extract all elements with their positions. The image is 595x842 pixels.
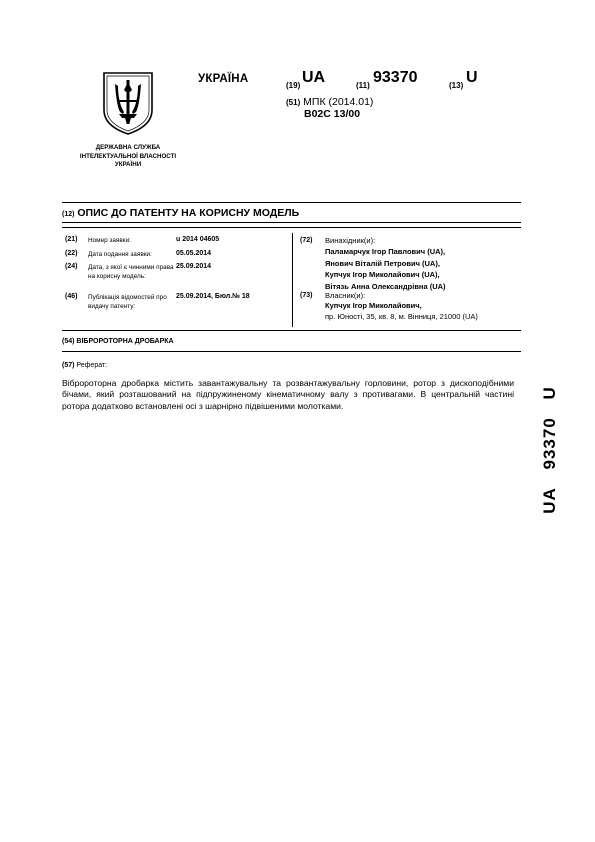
- inventor-name: Купчук Ігор Миколайович (UA),: [325, 270, 440, 279]
- field-72-code: (72): [300, 237, 313, 244]
- field-46-code: (46): [65, 293, 78, 300]
- country-code: UA: [302, 69, 326, 86]
- inventor-name: Паламарчук Ігор Павлович (UA),: [325, 247, 446, 256]
- inventor-name: Вітязь Анна Олександрівна (UA): [325, 281, 446, 291]
- country-name: УКРАЇНА: [198, 73, 249, 85]
- divider-doctype: [62, 222, 521, 223]
- inventors-label: Винахідник(и):: [325, 236, 376, 245]
- ipc-class: B02C 13/00: [304, 108, 361, 120]
- code-19: (19): [286, 81, 301, 90]
- document-type: (12) ОПИС ДО ПАТЕНТУ НА КОРИСНУ МОДЕЛЬ: [62, 207, 300, 219]
- field-21-value: u 2014 04605: [176, 236, 220, 243]
- side-number: 93370: [540, 417, 559, 470]
- divider-biblio: [62, 330, 521, 331]
- field-24-label: Дата, з якої є чинними права на корисну модель:: [88, 264, 174, 280]
- owner-label: Власник(и):: [325, 291, 366, 300]
- owner-name: Купчук Ігор Миколайович,: [325, 301, 422, 310]
- agency-name: ДЕРЖАВНА СЛУЖБА ІНТЕЛЕКТУАЛЬНОЇ ВЛАСНОСТІ УКРАЇНИ: [79, 144, 177, 168]
- biblio-column-divider: [292, 233, 293, 327]
- kind-code: U: [466, 69, 478, 86]
- patent-number: 93370: [373, 69, 418, 86]
- ipc-version: МПК (2014.01): [303, 96, 374, 108]
- field-21-label: Номер заявки:: [88, 237, 131, 244]
- field-22-code: (22): [65, 250, 78, 257]
- utility-model-title: (54) ВІБРОРОТОРНА ДРОБАРКА: [62, 338, 174, 345]
- field-73-code: (73): [300, 292, 313, 299]
- field-22-label: Дата подання заявки:: [88, 251, 152, 258]
- inventor-name: Янович Віталій Петрович (UA),: [325, 258, 440, 268]
- side-country: UA: [540, 487, 559, 514]
- side-patent-mark: [520, 380, 580, 520]
- field-21-code: (21): [65, 236, 78, 243]
- field-24-value: 25.09.2014: [176, 263, 212, 270]
- field-46-label: Публікація відомостей про видачу патенту:: [88, 294, 167, 310]
- inventors-list: [325, 246, 446, 292]
- side-kind: U: [540, 386, 559, 400]
- divider-doctype-2: [62, 227, 521, 228]
- abstract-heading: (57) Реферат:: [62, 362, 108, 369]
- field-24-code: (24): [65, 263, 78, 270]
- divider-top: [62, 202, 521, 203]
- divider-title: [62, 351, 521, 352]
- coat-of-arms-emblem: [100, 70, 156, 136]
- owner-address: пр. Юності, 35, кв. 8, м. Вінниця, 21000 (UA): [325, 312, 478, 321]
- code-13: (13): [449, 81, 464, 90]
- code-11: (11): [356, 81, 370, 90]
- field-46-value: 25.09.2014, Бюл.№ 18: [176, 293, 250, 300]
- field-22-value: 05.05.2014: [176, 250, 212, 257]
- ipc-line: (51) МПК (2014.01): [286, 96, 374, 108]
- abstract-text: Вібророторна дробарка містить завантажувальну та розвантажувальну горловини, ротор з дископодібними бічами, який розташований на підпружиненому кінематичному валу з противагами. В центральній частині ротора додатково встановлені осі з шарнірно підвішеними молотками.: [62, 378, 514, 411]
